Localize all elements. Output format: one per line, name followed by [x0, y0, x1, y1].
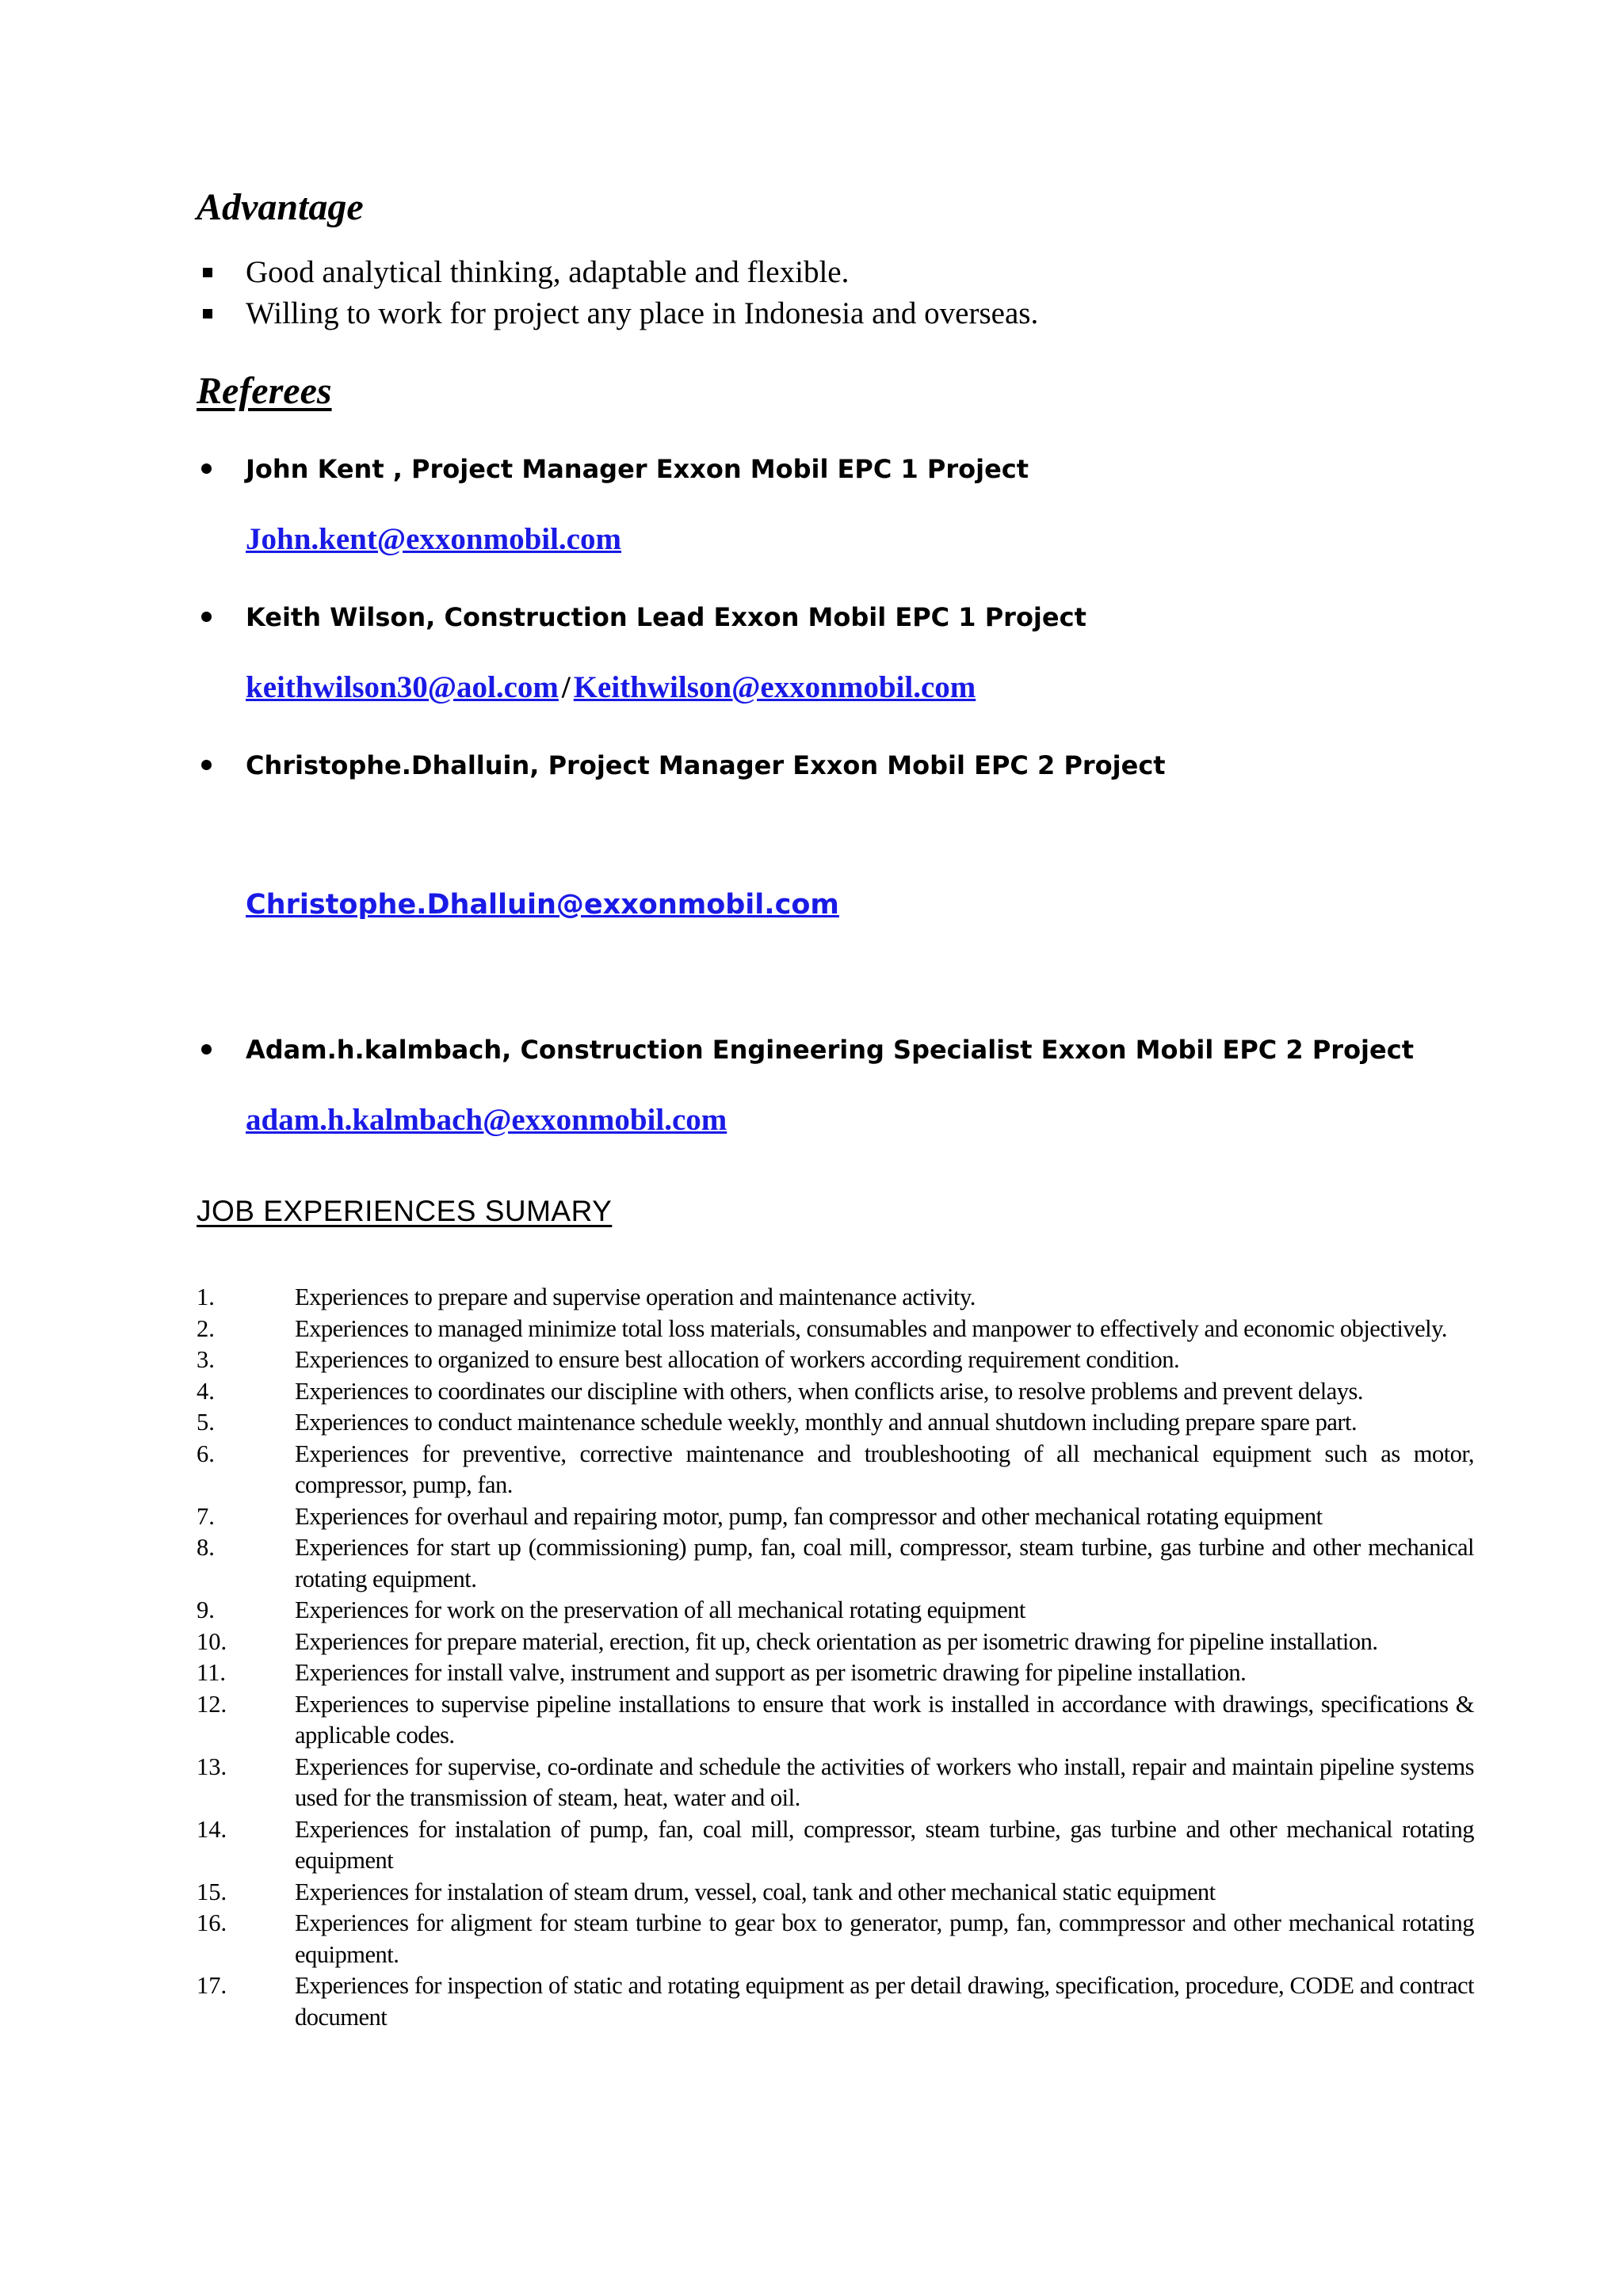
referee-name-line [197, 452, 1029, 486]
referee-email-line [246, 889, 839, 921]
item-number: 15. [197, 1878, 227, 1905]
item-number: 14. [197, 1815, 227, 1843]
item-number: 8. [197, 1534, 215, 1561]
list-item [197, 1627, 1474, 1658]
referee-email-link[interactable]: adam.h.kalmbach@exxonmobil.com [246, 1103, 727, 1137]
email-separator: / [561, 670, 571, 704]
item-number: 12. [197, 1690, 227, 1718]
item-number: 13. [197, 1753, 227, 1780]
list-item [197, 1877, 1474, 1909]
advantage-list [197, 252, 1038, 334]
advantage-heading: Advantage [197, 186, 364, 228]
list-item [197, 1970, 1474, 2033]
referee-email-link-2[interactable]: Keithwilson@exxonmobil.com [573, 670, 976, 704]
item-text: Experiences for aligment for steam turbine to gear box to generator, pump, fan, commpressor and other mechanical rotating equipment. [295, 1909, 1474, 1968]
list-item [197, 1376, 1474, 1408]
referee-email-line [246, 521, 621, 557]
referee-name: Christophe.Dhalluin, Project Manager Exxon Mobil EPC 2 Project [246, 750, 1166, 780]
item-number: 9. [197, 1596, 215, 1623]
item-text: Experiences for supervise, co-ordinate and schedule the activities of workers who install, repair and maintain pipeline systems used for the transmission of steam, heat, water and oil. [295, 1753, 1474, 1811]
advantage-item-text: Willing to work for project any place in Indonesia and overseas. [246, 296, 1039, 330]
item-text: Experiences for instalation of steam drum, vessel, coal, tank and other mechanical static equipment [295, 1878, 1216, 1905]
item-number: 2. [197, 1314, 215, 1342]
item-text: Experiences for prepare material, erection, fit up, check orientation as per isometric drawing for pipeline installation. [295, 1627, 1378, 1655]
referee-name: John Kent , Project Manager Exxon Mobil EPC 1 Project [246, 454, 1029, 484]
item-text: Experiences for overhaul and repairing motor, pump, fan compressor and other mechanical rotating equipment [295, 1502, 1323, 1530]
square-bullet-icon [203, 268, 212, 277]
square-bullet-icon [203, 309, 212, 318]
item-text: Experiences for start up (commissioning) pump, fan, coal mill, compressor, steam turbine, gas turbine and other mechanical rotating equipment. [295, 1534, 1474, 1592]
referee-email-link[interactable]: keithwilson30@aol.com [246, 670, 559, 704]
item-number: 5. [197, 1409, 215, 1436]
list-item [197, 1595, 1474, 1627]
item-text: Experiences for work on the preservation of all mechanical rotating equipment [295, 1596, 1025, 1623]
item-number: 10. [197, 1627, 227, 1655]
item-number: 3. [197, 1346, 215, 1373]
list-item [197, 1752, 1474, 1814]
list-item [197, 1689, 1474, 1752]
list-item [197, 1532, 1474, 1595]
referee-name-line [197, 600, 1086, 635]
item-text: Experiences for install valve, instrument and support as per isometric drawing for pipeline installation. [295, 1659, 1247, 1686]
item-text: Experiences to conduct maintenance schedule weekly, monthly and annual shutdown including prepare spare part. [295, 1409, 1358, 1436]
list-item [197, 1814, 1474, 1877]
item-number: 16. [197, 1909, 227, 1936]
item-text: Experiences for preventive, corrective maintenance and troubleshooting of all mechanical equipment such as motor, compressor, pump, fan. [295, 1440, 1474, 1498]
job-experiences-list [197, 1282, 1474, 2033]
list-item [197, 1407, 1474, 1439]
referee-email-line [246, 669, 976, 705]
item-number: 4. [197, 1377, 215, 1405]
item-number: 17. [197, 1972, 227, 1999]
bullet-dot-icon [201, 760, 212, 770]
item-text: Experiences for instalation of pump, fan, coal mill, compressor, steam turbine, gas turbine and other mechanical rotating equipment [295, 1815, 1474, 1874]
list-item [197, 1314, 1474, 1345]
item-text: Experiences to prepare and supervise operation and maintenance activity. [295, 1283, 976, 1310]
item-text: Experiences to organized to ensure best allocation of workers according requirement condition. [295, 1346, 1180, 1373]
referee-email-link[interactable]: Christophe.Dhalluin@exxonmobil.com [246, 889, 839, 921]
item-text: Experiences to coordinates our discipline with others, when conflicts arise, to resolve problems and prevent delays. [295, 1377, 1363, 1405]
list-item [197, 1657, 1474, 1689]
advantage-item [197, 252, 1038, 293]
job-experiences-heading: JOB EXPERIENCES SUMARY [197, 1195, 613, 1227]
item-text: Experiences for inspection of static and rotating equipment as per detail drawing, specification, procedure, CODE and contract document [295, 1972, 1474, 2031]
item-text: Experiences to supervise pipeline installations to ensure that work is installed in accordance with drawings, specifications & applicable codes. [295, 1690, 1474, 1749]
referee-name-line [197, 1032, 1414, 1067]
item-number: 7. [197, 1502, 215, 1530]
referee-entry [197, 748, 1166, 783]
list-item [197, 1439, 1474, 1501]
referee-name-line [197, 748, 1166, 783]
referee-email-line [246, 1102, 727, 1138]
item-number: 6. [197, 1440, 215, 1467]
advantage-item [197, 293, 1038, 334]
referee-entry [197, 1032, 1414, 1067]
advantage-item-text: Good analytical thinking, adaptable and flexible. [246, 255, 850, 289]
list-item [197, 1282, 1474, 1314]
referee-name: Keith Wilson, Construction Lead Exxon Mobil EPC 1 Project [246, 602, 1086, 632]
bullet-dot-icon [201, 1044, 212, 1055]
referee-entry [197, 600, 1086, 635]
list-item [197, 1501, 1474, 1533]
list-item [197, 1908, 1474, 1970]
bullet-dot-icon [201, 612, 212, 622]
referee-email-link[interactable]: John.kent@exxonmobil.com [246, 522, 621, 556]
referees-heading: Referees [197, 370, 332, 412]
list-item [197, 1344, 1474, 1376]
bullet-dot-icon [201, 463, 212, 474]
item-number: 1. [197, 1283, 215, 1310]
item-text: Experiences to managed minimize total loss materials, consumables and manpower to effectively and economic objectively. [295, 1314, 1447, 1342]
referee-entry [197, 452, 1029, 486]
item-number: 11. [197, 1659, 226, 1686]
referee-name: Adam.h.kalmbach, Construction Engineering Specialist Exxon Mobil EPC 2 Project [246, 1035, 1414, 1065]
